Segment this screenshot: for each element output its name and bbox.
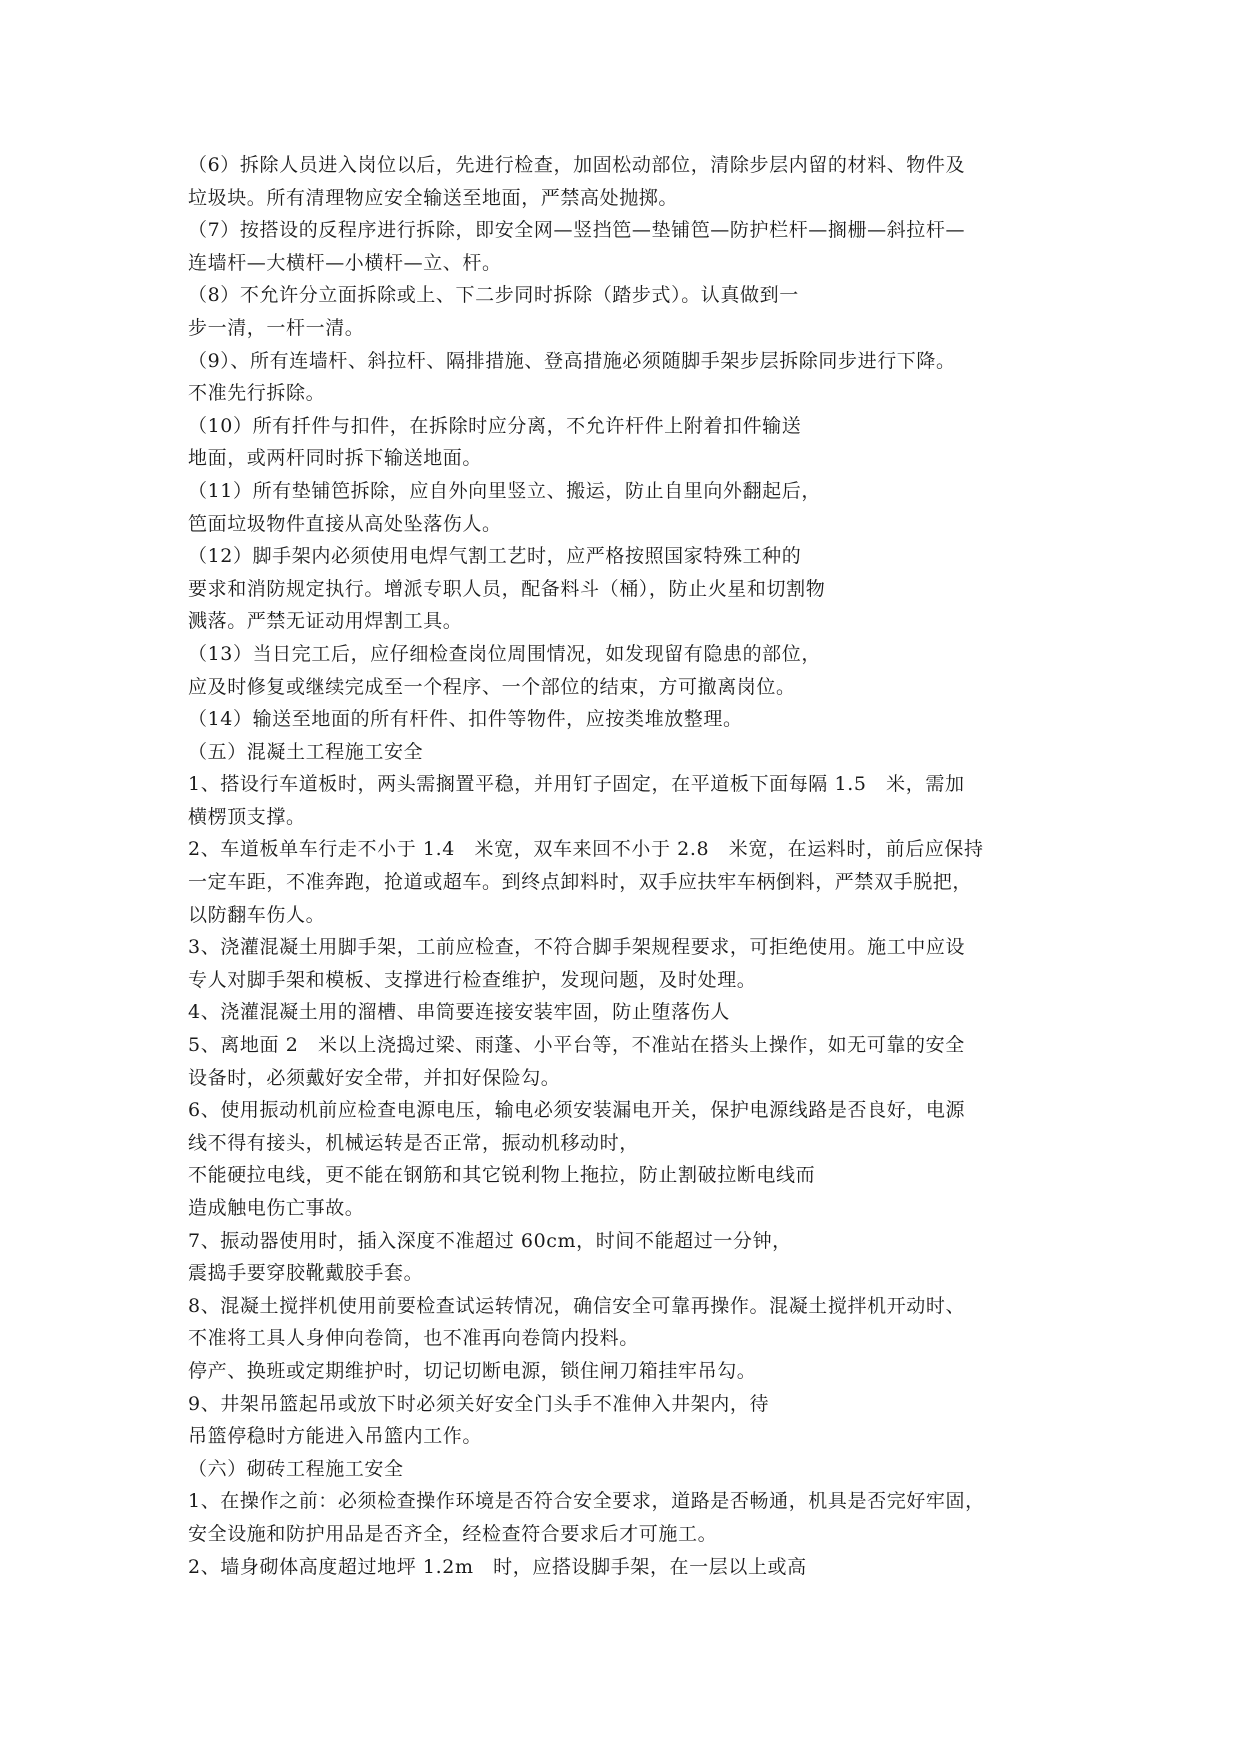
text-line: 地面，或两杆同时拆下输送地面。: [188, 447, 483, 470]
text-line: 不准先行拆除。: [188, 382, 326, 405]
text-line: 横楞顶支撑。: [188, 805, 306, 828]
text-line: 6、使用振动机前应检查电源电压，输电必须安装漏电开关，保护电源线路是否良好，电源: [188, 1099, 966, 1122]
text-line: 连墙杆—大横杆—小横杆—立、杆。: [188, 251, 502, 274]
text-line: 步一清，一杆一清。: [188, 316, 365, 339]
text-line: 笆面垃圾物件直接从高处坠落伤人。: [188, 512, 502, 535]
text-line: 1、搭设行车道板时，两头需搁置平稳，并用钉子固定，在平道板下面每隔 1.5 米，需加: [188, 773, 965, 796]
text-line: 垃圾块。所有清理物应安全输送至地面，严禁高处抛掷。: [188, 186, 679, 209]
text-line: 2、车道板单车行走不小于 1.4 米宽，双车来回不小于 2.8 米宽，在运料时，前后应保持: [188, 838, 984, 861]
text-line: （11）所有垫铺笆拆除，应自外向里竖立、搬运，防止自里向外翻起后，: [188, 479, 821, 502]
text-line: 震捣手要穿胶靴戴胶手套。: [188, 1262, 424, 1285]
text-line: 造成触电伤亡事故。: [188, 1197, 365, 1219]
text-line: 2、墙身砌体高度超过地坪 1.2m 时，应搭设脚手架，在一层以上或高: [188, 1555, 807, 1578]
text-line: 1、在操作之前：必须检查操作环境是否符合安全要求，道路是否畅通，机具是否完好牢固，: [188, 1490, 985, 1513]
text-line: （12）脚手架内必须使用电焊气割工艺时，应严格按照国家特殊工种的: [188, 545, 802, 568]
text-line: 不能硬拉电线，更不能在钢筋和其它锐利物上拖拉，防止割破拉断电线而: [188, 1164, 816, 1187]
section-heading: （五）混凝土工程施工安全: [188, 740, 424, 763]
text-line: 9、井架吊篮起吊或放下时必须关好安全门头手不准伸入井架内，待: [188, 1392, 770, 1415]
text-line: 一定车距，不准奔跑，抢道或超车。到终点卸料时，双手应扶牢车柄倒料，严禁双手脱把，: [188, 871, 973, 894]
text-line: 8、混凝土搅拌机使用前要检查试运转情况，确信安全可靠再操作。混凝土搅拌机开动时、: [188, 1294, 966, 1317]
text-line: 不准将工具人身伸向卷筒，也不准再向卷筒内投料。: [188, 1327, 639, 1350]
text-line: （7）按搭设的反程序进行拆除，即安全网—竖挡笆—垫铺笆—防护栏杆—搁栅—斜拉杆—: [188, 219, 966, 242]
text-line: 4、浇灌混凝土用的溜槽、串筒要连接安装牢固，防止堕落伤人: [188, 1001, 730, 1024]
text-line: （13）当日完工后，应仔细检查岗位周围情况，如发现留有隐患的部位，: [188, 642, 821, 665]
text-line: 线不得有接头，机械运转是否正常，振动机移动时，: [188, 1131, 639, 1154]
text-line: 溅落。严禁无证动用焊割工具。: [188, 610, 463, 633]
text-line: 7、振动器使用时，插入深度不准超过 60cm，时间不能超过一分钟，: [188, 1229, 792, 1252]
text-line: 设备时，必须戴好安全带，并扣好保险勾。: [188, 1066, 561, 1089]
text-line: （6）拆除人员进入岗位以后，先进行检查，加固松动部位，清除步层内留的材料、物件及: [188, 154, 966, 176]
text-line: 3、浇灌混凝土用脚手架，工前应检查，不符合脚手架规程要求，可拒绝使用。施工中应设: [188, 936, 966, 959]
text-line: 专人对脚手架和模板、支撑进行检查维护，发现问题，及时处理。: [188, 968, 757, 991]
section-heading: （六）砌砖工程施工安全: [188, 1457, 404, 1480]
text-line: 应及时修复或继续完成至一个程序、一个部位的结束，方可撤离岗位。: [188, 675, 796, 698]
text-line: （9）、所有连墙杆、斜拉杆、隔排措施、登高措施必须随脚手架步层拆除同步进行下降。: [188, 349, 956, 372]
text-line: （10）所有扦件与扣件，在拆除时应分离，不允许杆件上附着扣件输送: [188, 414, 802, 437]
text-line: 要求和消防规定执行。增派专职人员，配备料斗（桶），防止火星和切割物: [188, 577, 826, 600]
text-line: 吊篮停稳时方能进入吊篮内工作。: [188, 1425, 483, 1448]
text-line: 以防翻车伤人。: [188, 903, 326, 926]
text-line: （14）输送至地面的所有杆件、扣件等物件，应按类堆放整理。: [188, 708, 743, 731]
text-line: （8）不允许分立面拆除或上、下二步同时拆除（踏步式）。认真做到一: [188, 284, 799, 307]
text-line: 安全设施和防护用品是否齐全，经检查符合要求后才可施工。: [188, 1522, 718, 1545]
text-line: 5、离地面 2 米以上浇捣过梁、雨蓬、小平台等，不准站在搭头上操作，如无可靠的安全: [188, 1034, 965, 1057]
text-line: 停产、换班或定期维护时，切记切断电源，锁住闸刀箱挂牢吊勾。: [188, 1359, 757, 1382]
document-body: [188, 149, 1068, 1583]
